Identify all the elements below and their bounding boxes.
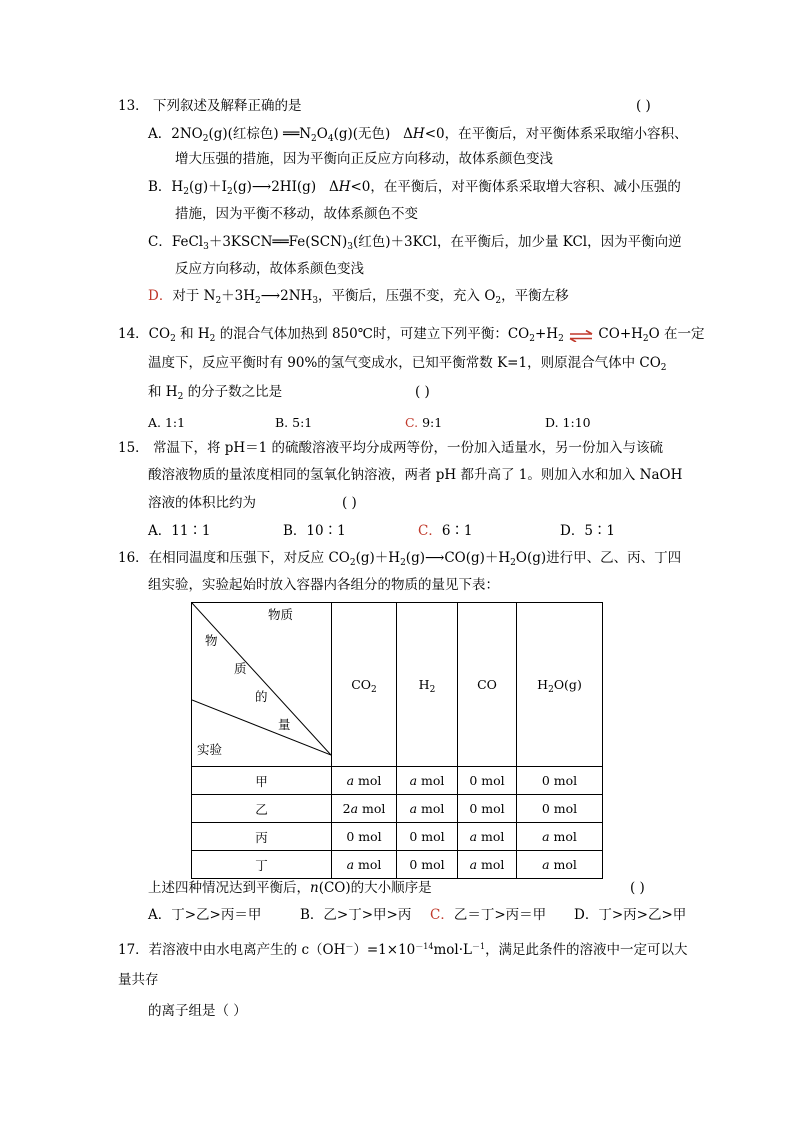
q14-line1: 14．$CO_2$ 和 $H_2$ 的混合气体加热到 850℃时，可建立下列平衡：$CO_2+H_2$ $CO+H_2O$ 在一定 xyxy=(118,326,705,344)
q16-table xyxy=(191,602,603,879)
q16-option-b: B．乙>丁>甲>丙 xyxy=(300,907,412,923)
corner-char-1: 物 xyxy=(205,633,218,648)
table-cell: 0 mol xyxy=(517,795,603,823)
header-co: CO xyxy=(458,603,517,767)
q16-after-table: 上述四种情况达到平衡后，n(CO)的大小顺序是 xyxy=(148,880,432,896)
header-h2: $H_2$ xyxy=(397,603,458,767)
table-cell: 0 mol xyxy=(517,767,603,795)
q14-option-a: A. 1:1 xyxy=(148,415,186,430)
table-row xyxy=(192,795,603,823)
q13-option-d: D．对于 $N_2+3H_2⟶2NH_3$，平衡后，压强不变，充入 $O_2$，平衡左移 xyxy=(148,288,569,306)
q15-line3: 溶液的体积比约为 xyxy=(148,495,256,511)
q15-option-c: C．6∶1 xyxy=(418,523,473,539)
corner-char-4: 量 xyxy=(278,717,291,732)
table-cell: a mol xyxy=(517,823,603,851)
q14-answer-paren: ( ) xyxy=(415,384,430,400)
row-label: 乙 xyxy=(192,795,332,823)
corner-bottom-label: 实验 xyxy=(197,742,223,757)
q16-answer-paren: ( ) xyxy=(630,880,645,896)
table-row xyxy=(192,767,603,795)
q16-option-d: D．丁>丙>乙>甲 xyxy=(574,907,687,923)
corner-char-2: 质 xyxy=(234,661,247,676)
q16-option-c: C．乙＝丁>丙＝甲 xyxy=(430,907,547,923)
table-cell: 0 mol xyxy=(458,795,517,823)
q17-line1: 17．若溶液中由水电离产生的 $c(OH^-)=1\times 10^{-14}mol\cdot L^{-1}$，满足此条件的溶液中一定可以大 xyxy=(118,942,688,958)
q13-option-c-line2: 反应方向移动，故体系颜色变浅 xyxy=(175,261,364,277)
q17-line3: 的离子组是（ ） xyxy=(148,1003,247,1019)
table-cell: 0 mol xyxy=(397,851,458,879)
q13-answer-paren: ( ) xyxy=(636,98,651,114)
table-row xyxy=(192,851,603,879)
q14-line2: 温度下，反应平衡时有 90%的氢气变成水，已知平衡常数 K=1，则原混合气体中 $CO_2$ xyxy=(148,355,667,373)
table-row xyxy=(192,823,603,851)
q13-option-a-line2: 增大压强的措施，因为平衡向正反应方向移动，故体系颜色变浅 xyxy=(175,151,553,167)
q15-line1: 15． 常温下，将 pH＝1 的硫酸溶液平均分成两等份，一份加入适量水，另一份加入与该硫 xyxy=(118,440,664,456)
table-cell: 0 mol xyxy=(397,823,458,851)
q14-line3: 和 $H_2$ 的分子数之比是 xyxy=(148,384,283,402)
q16-line1: 16．在相同温度和压强下，对反应 $CO_2(g)+H_2(g)⟶CO(g)+H_2O(g)$进行甲、乙、丙、丁四 xyxy=(118,550,682,568)
q14-option-b: B. 5:1 xyxy=(275,415,313,430)
table-cell: 0 mol xyxy=(458,767,517,795)
row-label: 丙 xyxy=(192,823,332,851)
header-co2: $CO_2$ xyxy=(332,603,397,767)
q15-line2: 酸溶液物质的量浓度相同的氢氧化钠溶液，两者 pH 都升高了 1。则加入水和加入 NaOH xyxy=(148,467,683,483)
row-label: 丁 xyxy=(192,851,332,879)
corner-top-label: 物质 xyxy=(268,607,294,622)
q13-option-c-line1: C．$FeCl_3+3KSCN══Fe(SCN)_3$(红色)＋3KCl，在平衡后，加少量 KCl，因为平衡向逆 xyxy=(148,234,682,252)
table-cell: a mol xyxy=(397,767,458,795)
q16-option-a: A．丁>乙>丙＝甲 xyxy=(148,907,262,923)
q14-option-d: D. 1:10 xyxy=(545,415,591,430)
q15-answer-paren: ( ) xyxy=(342,495,357,511)
table-cell: 0 mol xyxy=(332,823,397,851)
q13-option-d-letter: D． xyxy=(148,288,173,304)
q14-option-c: C. 9:1 xyxy=(405,415,443,430)
q15-option-d: D．5∶1 xyxy=(560,523,616,539)
q13-stem: 13． 下列叙述及解释正确的是 xyxy=(118,98,302,114)
table-cell: a mol xyxy=(517,851,603,879)
table-cell: 2a mol xyxy=(332,795,397,823)
q17-line2: 量共存 xyxy=(118,972,159,988)
q15-option-a: A．11∶1 xyxy=(148,523,211,539)
table-cell: a mol xyxy=(332,851,397,879)
table-corner-cell xyxy=(192,603,332,767)
corner-char-3: 的 xyxy=(255,689,268,704)
table-cell: a mol xyxy=(397,795,458,823)
table-cell: a mol xyxy=(332,767,397,795)
table-cell: a mol xyxy=(458,851,517,879)
q13-option-a-line1: A．$2NO_2(g)$(红棕色) $══N_2O_4(g)$(无色) ΔH<0，在平衡后，对平衡体系采取缩小容积、 xyxy=(148,126,688,144)
table-cell: a mol xyxy=(458,823,517,851)
q13-option-b-line2: 措施，因为平衡不移动，故体系颜色不变 xyxy=(175,206,418,222)
q13-option-b-line1: B．$H_2(g)+I_2(g)⟶2HI(g)$ ΔH<0，在平衡后，对平衡体系采取增大容积、减小压强的 xyxy=(148,179,681,197)
header-h2o: $H_2O(g)$ xyxy=(517,603,603,767)
q16-line2: 组实验，实验起始时放入容器内各组分的物质的量见下表： xyxy=(148,577,499,593)
equilibrium-arrow-icon xyxy=(568,329,594,341)
row-label: 甲 xyxy=(192,767,332,795)
q15-option-b: B．10∶1 xyxy=(283,523,346,539)
